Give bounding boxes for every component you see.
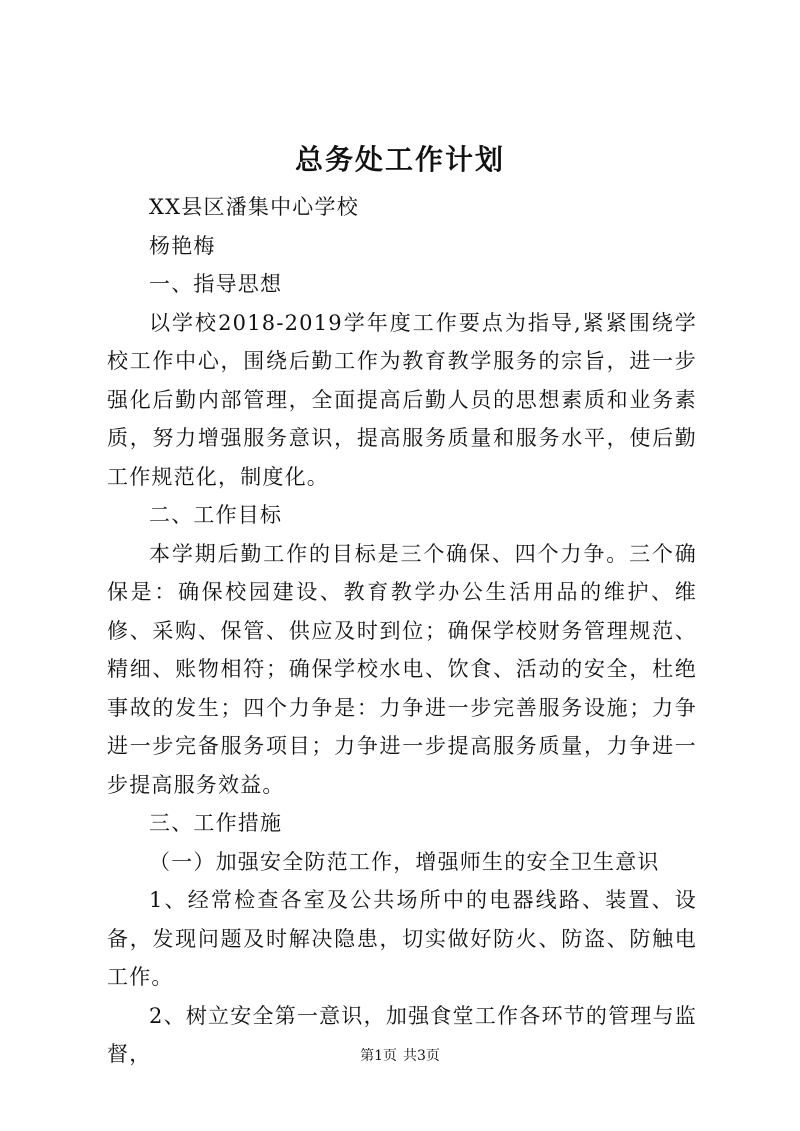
section-heading: 二、工作目标	[149, 503, 283, 527]
page-number: 第1页	[360, 1048, 397, 1064]
paragraph: 1、经常检查各室及公共场所中的电器线路、装置、设备，发现问题及时解决隐患，切实做好防火、防盗、防触电工作。	[107, 888, 697, 989]
section-heading: 一、指导思想	[149, 272, 283, 296]
section-heading: 三、工作措施	[149, 811, 283, 835]
paragraph: 2、树立安全第一意识，加强食堂工作各环节的管理与监督，	[107, 1003, 697, 1066]
page-title: 总务处工作计划	[294, 143, 505, 176]
paragraph: 以学校2018-2019学年度工作要点为指导,紧紧围绕学校工作中心，围绕后勤工作为教育教学服务的宗旨，进一步强化后勤内部管理，全面提高后勤人员的思想素质和业务素质，努力增强服务意识，提高服务质量和服务水平，使后勤工作规范化，制度化。	[107, 310, 697, 489]
school-name: XX县区潘集中心学校	[149, 195, 359, 219]
author-name: 杨艳梅	[149, 233, 216, 258]
page-total: 共3页	[403, 1048, 440, 1064]
page-footer	[0, 1046, 800, 1066]
document-body	[107, 188, 697, 1074]
subsection-heading: （一）加强安全防范工作，增强师生的安全卫生意识	[149, 849, 660, 874]
paragraph: 本学期后勤工作的目标是三个确保、四个力争。三个确保是：确保校园建设、教育教学办公生活用品的维护、维修、采购、保管、供应及时到位；确保学校财务管理规范、精细、账物相符；确保学校水电、饮食、活动的安全，杜绝事故的发生；四个力争是：力争进一步完善服务设施；力争进一步完备服务项目；力争进一步提高服务质量，力争进一步提高服务效益。	[107, 541, 697, 797]
